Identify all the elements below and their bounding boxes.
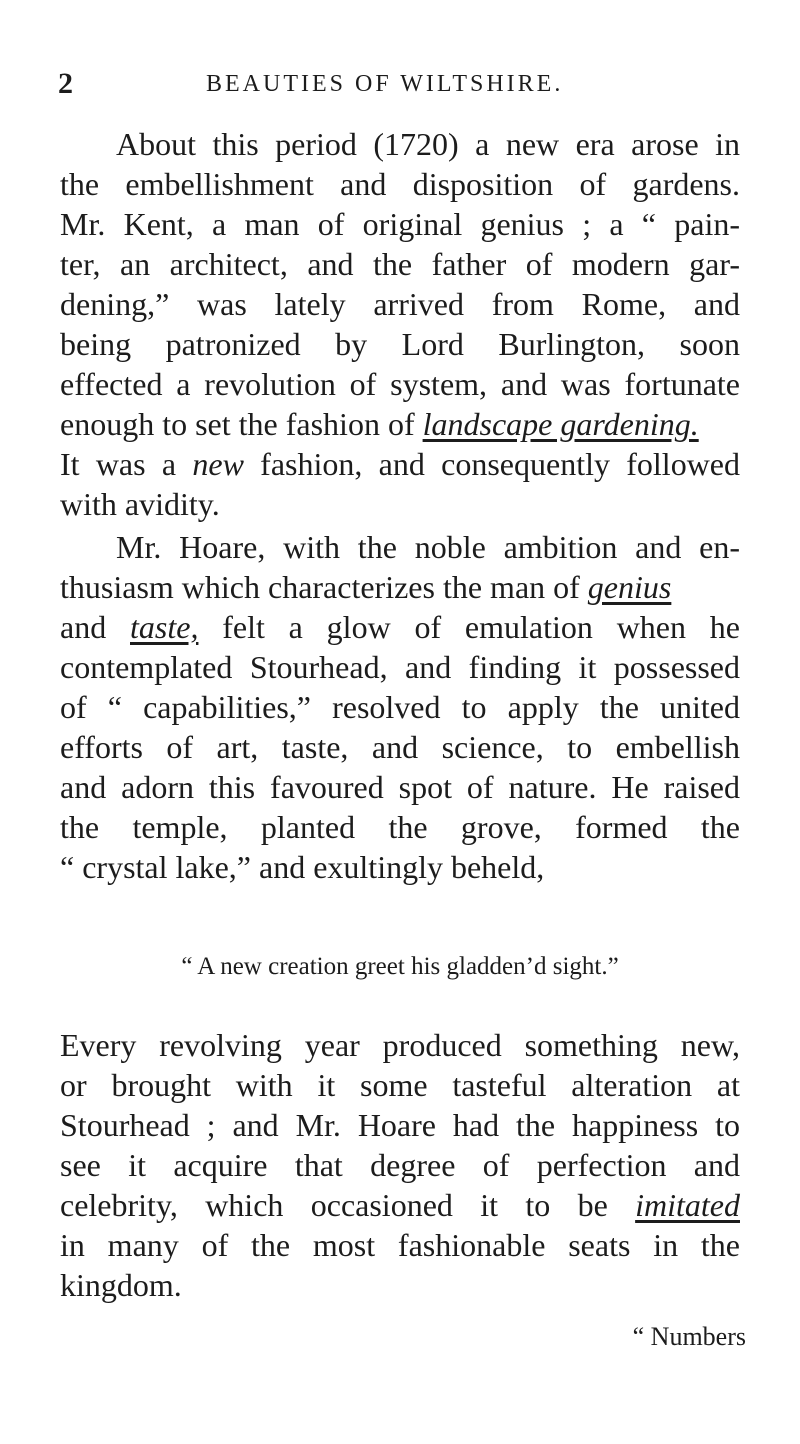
paragraph-2-line-2 — [60, 567, 740, 607]
paragraph-2-line-4: contemplated Stourhead, and finding it possessed — [60, 649, 740, 685]
paragraph-2-line-8: the temple, planted the grove, formed the — [60, 809, 740, 845]
running-head: BEAUTIES OF WILTSHIRE. — [206, 71, 564, 97]
page-header — [58, 64, 760, 104]
paragraph-3-line-2: or brought with it some tasteful alteration at — [60, 1067, 740, 1103]
text-run: fashion, and consequently followed — [243, 446, 741, 482]
paragraph-2-line-7: and adorn this favoured spot of nature. He raised — [60, 769, 740, 805]
paragraph-1-line-1: About this period (1720) a new era arose in — [116, 126, 740, 162]
paragraph-1-line-6: being patronized by Lord Burlington, soon — [60, 326, 740, 362]
paragraph-3-line-1: Every revolving year produced something new, — [60, 1027, 740, 1063]
paragraph-2-line-9: “ crystal lake,” and exultingly beheld, — [60, 849, 545, 885]
italic-word: imitated — [635, 1187, 740, 1223]
paragraph-3-line-6: in many of the most fashionable seats in the — [60, 1227, 740, 1263]
text-run: and — [60, 609, 130, 645]
paragraph-2-line-1: Mr. Hoare, with the noble ambition and en- — [116, 529, 740, 565]
text-run: thusiasm which characterizes the man of — [60, 569, 588, 605]
text-run: felt a glow of emulation when he — [198, 609, 740, 645]
paragraph-3-line-5 — [60, 1185, 740, 1225]
paragraph-1-line-3: Mr. Kent, a man of original genius ; a “ pain- — [60, 206, 740, 242]
paragraph-3-line-7: kingdom. — [60, 1267, 182, 1303]
paragraph-3-line-3: Stourhead ; and Mr. Hoare had the happiness to — [60, 1107, 740, 1143]
paragraph-1-line-9 — [60, 444, 740, 484]
text-run: enough to set the fashion of — [60, 406, 423, 442]
italic-phrase: landscape gardening. — [422, 406, 699, 442]
paragraph-1-line-8 — [60, 404, 740, 444]
verse-quotation: “ A new creation greet his gladden’d sight.” — [181, 953, 619, 980]
text-run: It was a — [60, 446, 193, 482]
italic-word: genius — [587, 569, 672, 605]
paragraph-3-line-4: see it acquire that degree of perfection and — [60, 1147, 740, 1183]
paragraph-1-line-4: ter, an architect, and the father of modern gar- — [60, 246, 740, 282]
paragraph-2-line-3 — [60, 607, 740, 647]
paragraph-2-line-6: efforts of art, taste, and science, to embellish — [60, 729, 740, 765]
catchword: “ Numbers — [632, 1322, 746, 1351]
italic-word: taste, — [130, 609, 199, 645]
paragraph-1-line-2: the embellishment and disposition of gardens. — [60, 166, 740, 202]
paragraph-1-line-7: effected a revolution of system, and was fortunate — [60, 366, 740, 402]
paragraph-1-line-5: dening,” was lately arrived from Rome, and — [60, 286, 740, 322]
paragraph-2-line-5: of “ capabilities,” resolved to apply the united — [60, 689, 740, 725]
paragraph-1-line-10: with avidity. — [60, 486, 220, 522]
page-number: 2 — [58, 67, 73, 100]
italic-word: new — [192, 446, 244, 482]
text-run: celebrity, which occasioned it to be — [60, 1187, 636, 1223]
